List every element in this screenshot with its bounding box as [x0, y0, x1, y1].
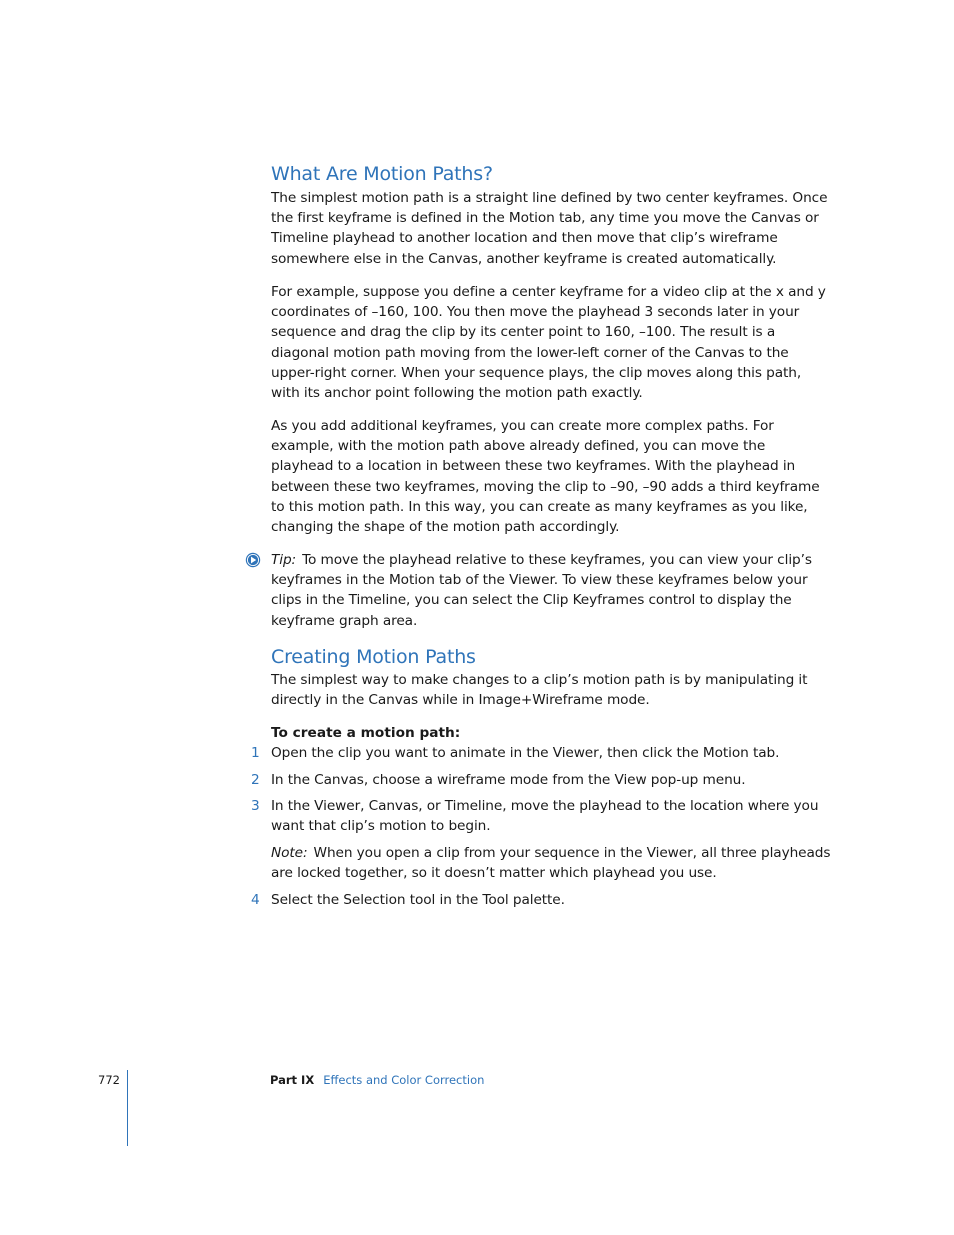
footer-part-label: Part IX [270, 1073, 315, 1087]
tip-label: Tip: [271, 552, 297, 568]
note-label: Note: [271, 845, 308, 861]
step-text: Select the Selection tool in the Tool palette. [271, 892, 565, 908]
footer-divider [127, 1070, 128, 1146]
body-paragraph: As you add additional keyframes, you can create more complex paths. For example, with the motion path above already defined, you can move the playhead to a location in between these two keyframes. With the playhead in between these two keyframes, moving the clip to –90, –90 adds a third keyframe to this motion path. In this way, you can create as many keyframes as you like, changing the shape of the motion path accordingly. [271, 418, 820, 536]
section-heading-creating-motion-paths: Creating Motion Paths [271, 646, 476, 668]
step-text: In the Viewer, Canvas, or Timeline, move the playhead to the location where you want that clip’s motion to begin. [271, 798, 819, 835]
footer-part-info [270, 1072, 484, 1088]
body-paragraph: For example, suppose you define a center keyframe for a video clip at the x and y coordinates of –160, 100. You then move the playhead 3 seconds later in your sequence and drag the clip by its center point to 160, –100. The result is a diagonal motion path moving from the lower-left corner of the Canvas to the upper-right corner. When your sequence plays, the clip moves along this path, with its anchor point following the motion path exactly. [271, 284, 826, 402]
page-number: 772 [98, 1073, 120, 1087]
step-number: 3 [251, 798, 260, 814]
note-text: When you open a clip from your sequence in the Viewer, all three playheads are locked together, so it doesn’t matter which playhead you use. [271, 845, 831, 882]
body-paragraph: The simplest way to make changes to a clip’s motion path is by manipulating it directly in the Canvas while in Image+Wireframe mode. [271, 672, 808, 709]
step-number: 2 [251, 772, 260, 788]
step-number: 4 [251, 892, 260, 908]
tip-arrow-icon [245, 552, 261, 568]
section-heading-what-are-motion-paths: What Are Motion Paths? [271, 163, 493, 185]
step-text: In the Canvas, choose a wireframe mode from the View pop-up menu. [271, 772, 746, 788]
step-text: Open the clip you want to animate in the Viewer, then click the Motion tab. [271, 745, 780, 761]
step-number: 1 [251, 745, 260, 761]
procedure-title: To create a motion path: [271, 725, 461, 741]
note-paragraph [271, 843, 831, 883]
tip-paragraph [271, 550, 831, 631]
tip-text: To move the playhead relative to these keyframes, you can view your clip’s keyframes in the Motion tab of the Viewer. To view these keyframes below your clips in the Timeline, you can select the Clip Keyframes control to display the keyframe graph area. [271, 552, 812, 629]
body-paragraph: The simplest motion path is a straight line defined by two center keyframes. Once the first keyframe is defined in the Motion tab, any time you move the Canvas or Timeline playhead to another location and then move that clip’s wireframe somewhere else in the Canvas, another keyframe is created automatically. [271, 190, 828, 267]
footer-part-title: Effects and Color Correction [323, 1073, 485, 1087]
